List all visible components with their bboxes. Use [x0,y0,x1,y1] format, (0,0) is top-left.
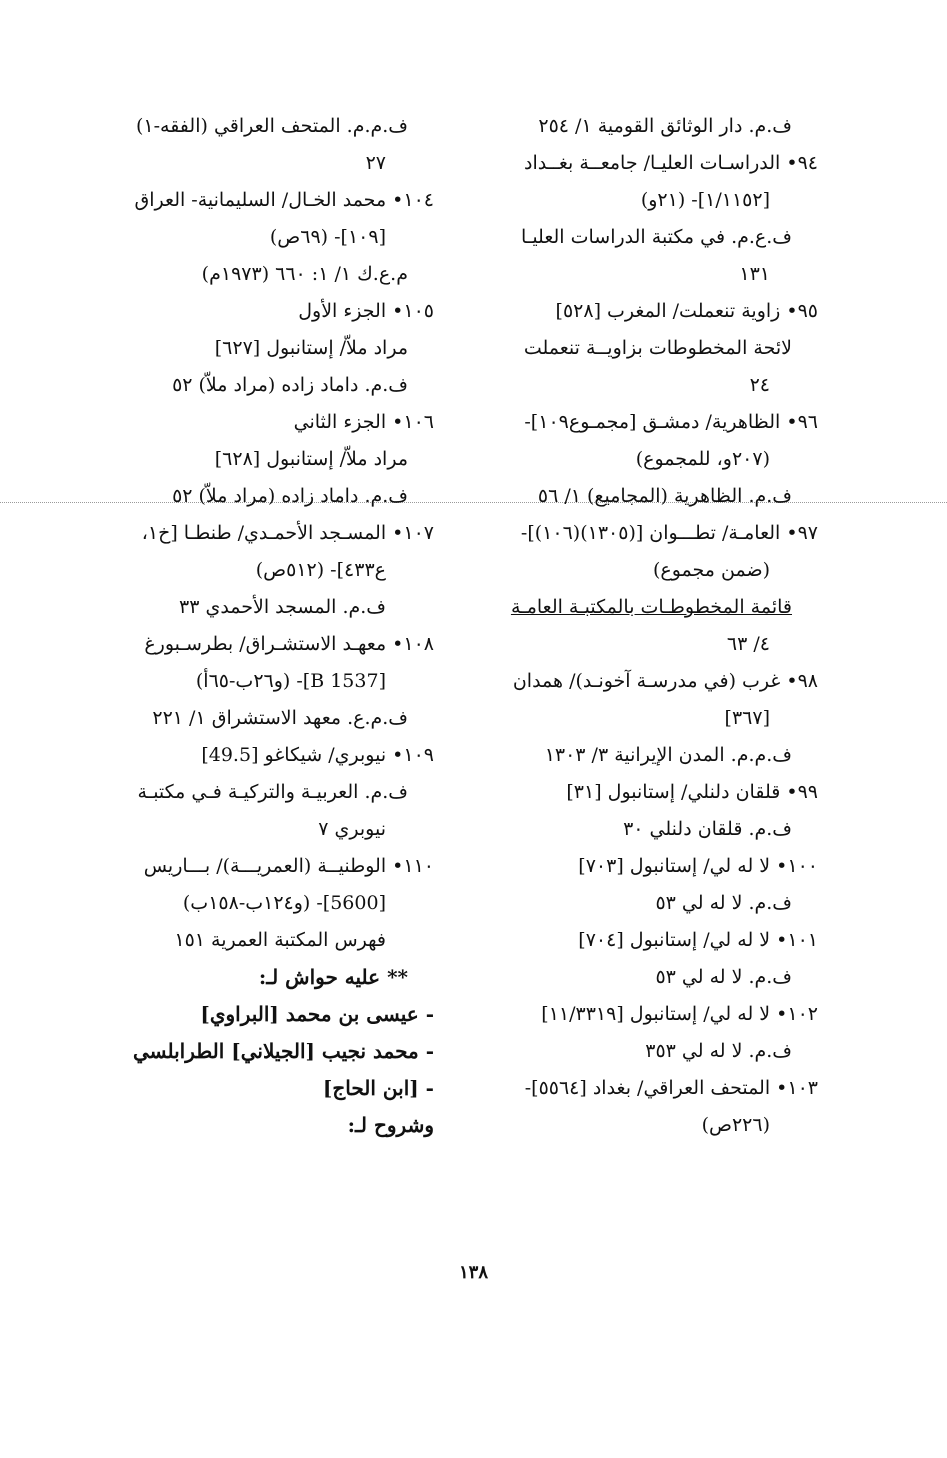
text-line: مراد ملاّ/ إستانبول [٦٢٨] [214,448,408,470]
text-line: ف.م.ع. معهد الاستشراق ١/ ٢٢١ [152,707,408,729]
entry-heading: ١١٠• الوطنيــة (العمريـــة)/ بـــاريس [143,855,434,877]
catalog-title-underlined: قائمة المخطوطـات بالمكتبـة العامـة [510,596,792,618]
text-line: [١/١١٥٢]- (٢١و) [640,189,770,211]
text-line: ف.م. داماد زاده (مراد ملاّ) ٥٢ [172,485,408,507]
gloss-author: - محمد نجيب [الجيلاني] الطرابلسي [132,1039,434,1063]
text-line: ف.م. لا له لي ٣٥٣ [645,1040,792,1062]
entry-heading: ١٠٥• الجزء الأول [298,300,434,322]
left-column [96,108,434,1144]
entry-heading: ١٠٤• محمد الخـال/ السليمانية- العراق [134,189,434,211]
text-line: ف.م. داماد زاده (مراد ملاّ) ٥٢ [172,374,408,396]
text-line: ف.م. الظاهرية (المجاميع) ١/ ٥٦ [537,485,792,507]
text-line: [٣٦٧] [724,707,770,729]
text-line: ف.م. قلقان دلنلي ٣٠ [623,818,792,840]
text-line: (٢٢٦ص) [701,1114,770,1136]
entry-heading: ١٠٧• المسـجد الأحمـدي/ طنطـا [خ١، [141,522,434,544]
text-line: ف.ع.م. في مكتبة الدراسات العليـا [520,226,792,248]
entry-heading: ٩٦• الظاهرية/ دمشـق [مجمـوع١٠٩]- [524,411,818,433]
text-line: ٤/ ٦٣ [726,633,770,655]
text-line: ١٣١ [739,263,770,285]
text-line: (ضمن مجموع) [652,559,770,581]
entry-heading: ١٠٨• معهـد الاستشـراق/ بطرسـبورغ [144,633,434,655]
text-line: مراد ملاّ/ إستانبول [٦٢٧] [214,337,408,359]
entry-heading: ١٠٠• لا له لي/ إستانبول [٧٠٣] [578,855,818,877]
text-line: ف.م. لا له لي ٥٣ [655,892,792,914]
entry-heading: ١٠٢• لا له لي/ إستانبول [١١/٣٣١٩] [541,1003,818,1025]
entry-heading: ٩٤• الدراسـات العليـا/ جامعــة بغــداد [524,152,818,174]
entry-heading: ١٠٣• المتحف العراقي/ بغداد [٥٥٦٤]- [524,1077,818,1099]
gloss-author: - عيسى بن محمد [البراوي] [200,1002,434,1026]
entry-heading: ٩٧• العامـة/ تطـــوان [(١٣٠٥)(١٠٦)]- [520,522,818,544]
text-line: ف.م. المسجد الأحمدي ٣٣ [178,596,386,618]
text-line: [B 1537]- (و٢٦ب-٦٥أ) [195,670,386,692]
text-line: ف.م.م. المدن الإيرانية ٣/ ١٣٠٣ [544,744,792,766]
text-line: ٢٧ [365,152,386,174]
text-line: م.ع.ك ١/ ١: ٦٦٠ (١٩٧٣م) [201,263,408,285]
text-line: ٢٤ [749,374,770,396]
entry-heading: ٩٩• قلقان دلنلي/ إستانبول [٣١] [566,781,818,803]
commentaries-heading: وشروح لـ: [347,1113,434,1137]
page-number: ١٣٨ [458,1262,488,1283]
text-line: لائحة المخطوطات بزاويــة تنعملت [523,337,792,359]
entry-heading: ١٠١• لا له لي/ إستانبول [٧٠٤] [578,929,818,951]
entry-heading: ٩٨• غرب (في مدرسـة آخونـد)/ همدان [512,670,818,692]
entry-heading: ١٠٦• الجزء الثاني [293,411,434,433]
text-line: [١٠٩]- (٦٩ص) [269,226,386,248]
text-line: ف.م. دار الوثائق القومية ١/ ٢٥٤ [538,115,792,137]
text-line: فهرس المكتبة العمرية ١٥١ [174,929,386,951]
text-line: ف.م. لا له لي ٥٣ [655,966,792,988]
text-line: ع٤٣٣]- (٥١٢ص) [255,559,386,581]
text-line: ف.م.م. المتحف العراقي (الفقه-١) [135,115,408,137]
right-column [478,108,818,1144]
entry-heading: ٩٥• زاوية تنعملت/ المغرب [٥٢٨] [555,300,818,322]
text-line: (٢٠٧و، للمجموع) [635,448,770,470]
text-line: نيوبري ٧ [318,818,386,840]
text-line: ف.م. العربيـة والتركيـة فـي مكتبـة [137,781,408,803]
gloss-author: - [ابن الحاج] [322,1076,434,1100]
glosses-heading: ** عليه حواش لـ: [258,965,408,989]
entry-heading: ١٠٩• نيوبري/ شيكاغو [49.5] [201,744,434,766]
text-line: [5600]- (و١٢٤ب-١٥٨ب) [182,892,386,914]
